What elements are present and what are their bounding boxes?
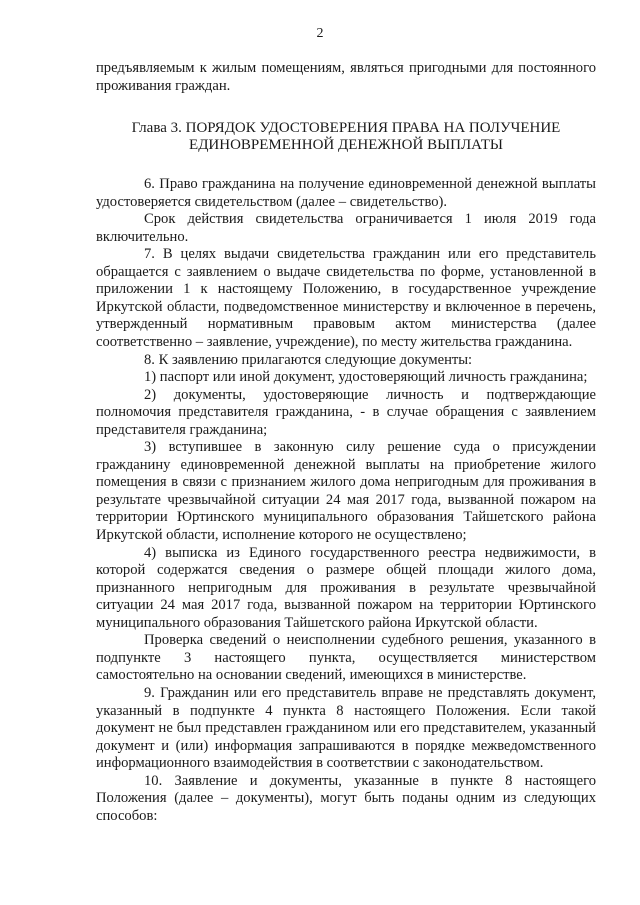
paragraph-verification: Проверка сведений о неисполнении судебного решения, указанного в подпункте 3 настоящего пункта, осуществляется министерством самостоятельно на основании сведений, имеющихся в министерстве. <box>96 632 596 684</box>
chapter-title-line2: ЕДИНОВРЕМЕННОЙ ДЕНЕЖНОЙ ВЫПЛАТЫ <box>189 137 503 154</box>
page-number: 2 <box>316 26 324 41</box>
intro-paragraph: предъявляемым к жилым помещениям, являться пригодными для постоянного проживания граждан. <box>96 60 596 94</box>
chapter-title <box>96 120 596 154</box>
paragraph-8: 8. К заявлению прилагаются следующие документы: <box>144 351 473 368</box>
paragraph-7: 7. В целях выдачи свидетельства гражданин или его представитель обращается с заявлением о выдаче свидетельства по форме, установленной в приложении 1 к настоящему Положению, в государственное учреждение Иркутской области, подведомственное министерству и включенное в перечень, утвержденный нормативным правовым актом министерства (далее соответственно – заявление, учреждение), по месту жительства гражданина. <box>96 246 596 351</box>
paragraph-validity: Срок действия свидетельства ограничивается 1 июля 2019 года включительно. <box>96 211 596 245</box>
paragraph-9: 9. Гражданин или его представитель вправе не представлять документ, указанный в подпункте 4 пункта 8 настоящего Положения. Если такой документ не был представлен гражданином или его представителем, указанный документ и (или) информация запрашиваются в порядке межведомственного информационного взаимодействия в соответствии с законодательством. <box>96 684 596 772</box>
paragraph-6: 6. Право гражданина на получение единовременной денежной выплаты удостоверяется свидетельством (далее – свидетельство). <box>96 176 596 210</box>
paragraph-10: 10. Заявление и документы, указанные в пункте 8 настоящего Положения (далее – документы), могут быть поданы одним из следующих способов: <box>96 772 596 824</box>
item-4: 4) выписка из Единого государственного реестра недвижимости, в которой содержатся сведения о размере общей площади жилого дома, признанного непригодным для проживания в результате чрезвычайной ситуации 24 мая 2017 года, вызванной пожаром на территории Юртинского муниципального образования Тайшетского района Иркутской области. <box>96 544 596 631</box>
item-2: 2) документы, удостоверяющие личность и подтверждающие полномочия представителя гражданина, - в случае обращения с заявлением представителя гражданина; <box>96 386 596 438</box>
item-3: 3) вступившее в законную силу решение суда о присуждении гражданину единовременной денежной выплаты на приобретение жилого помещения в связи с признанием жилого дома непригодным для проживания в результате чрезвычайной ситуации 24 мая 2017 года, вызванной пожаром на территории Юртинского муниципального образования Тайшетского района Иркутской области, исполнение которого не осуществлено; <box>96 439 596 544</box>
item-1: 1) паспорт или иной документ, удостоверяющий личность гражданина; <box>144 369 588 386</box>
chapter-title-line1: Глава 3. ПОРЯДОК УДОСТОВЕРЕНИЯ ПРАВА НА ПОЛУЧЕНИЕ <box>131 120 561 137</box>
document-body <box>96 60 596 825</box>
